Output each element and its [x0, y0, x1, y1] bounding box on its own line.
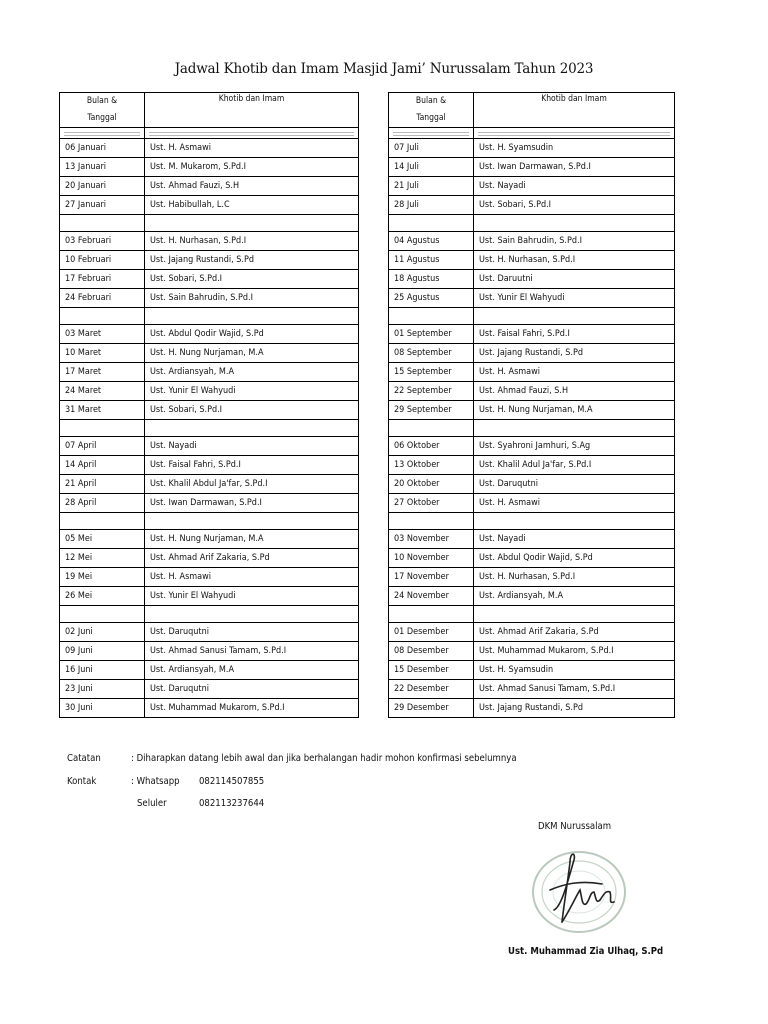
date-cell: 17 November	[389, 568, 474, 587]
khotib-cell: Ust. Muhammad Mukarom, S.Pd.I	[145, 699, 359, 718]
khotib-cell: Ust. Jajang Rustandi, S.Pd	[474, 699, 675, 718]
schedule-row	[389, 475, 675, 494]
khotib-cell: Ust. H. Nurhasan, S.Pd.I	[145, 232, 359, 251]
month-separator-row	[389, 606, 675, 623]
khotib-cell: Ust. Nayadi	[474, 177, 675, 196]
schedule-table-july-december	[388, 92, 675, 718]
khotib-cell: Ust. Sobari, S.Pd.I	[145, 401, 359, 420]
khotib-cell: Ust. Sain Bahrudin, S.Pd.I	[145, 289, 359, 308]
schedule-row	[60, 661, 359, 680]
empty-cell	[145, 513, 359, 530]
khotib-cell: Ust. Faisal Fahri, S.Pd.I	[474, 325, 675, 344]
date-cell: 27 Oktober	[389, 494, 474, 513]
date-cell: 22 Desember	[389, 680, 474, 699]
khotib-cell: Ust. M. Mukarom, S.Pd.I	[145, 158, 359, 177]
date-cell: 20 Januari	[60, 177, 145, 196]
schedule-row	[389, 289, 675, 308]
schedule-row	[389, 363, 675, 382]
empty-cell	[474, 606, 675, 623]
khotib-cell: Ust. H. Nung Nurjaman, M.A	[145, 344, 359, 363]
date-cell: 12 Mei	[60, 549, 145, 568]
khotib-cell: Ust. H. Nung Nurjaman, M.A	[474, 401, 675, 420]
khotib-cell: Ust. Sain Bahrudin, S.Pd.I	[474, 232, 675, 251]
khotib-cell: Ust. H. Asmawi	[145, 139, 359, 158]
whatsapp-label: : Whatsapp	[131, 776, 180, 787]
schedule-row	[389, 699, 675, 718]
khotib-cell: Ust. Yunir El Wahyudi	[145, 382, 359, 401]
date-cell: 06 Januari	[60, 139, 145, 158]
date-cell: 01 September	[389, 325, 474, 344]
khotib-cell: Ust. H. Asmawi	[474, 363, 675, 382]
divider-cell	[474, 128, 675, 139]
schedule-row	[389, 344, 675, 363]
khotib-cell: Ust. H. Syamsudin	[474, 139, 675, 158]
schedule-row	[60, 325, 359, 344]
date-cell: 27 Januari	[60, 196, 145, 215]
khotib-cell: Ust. Khalil Abdul Ja'far, S.Pd.I	[145, 475, 359, 494]
khotib-cell: Ust. Ahmad Sanusi Tamam, S.Pd.I	[474, 680, 675, 699]
date-cell: 20 Oktober	[389, 475, 474, 494]
date-cell: 24 Maret	[60, 382, 145, 401]
schedule-row	[60, 680, 359, 699]
month-separator-row	[389, 215, 675, 232]
schedule-row	[389, 568, 675, 587]
date-cell: 03 Maret	[60, 325, 145, 344]
empty-cell	[60, 215, 145, 232]
seluler-label: Seluler	[137, 798, 167, 809]
schedule-row	[60, 270, 359, 289]
empty-cell	[145, 308, 359, 325]
schedule-row	[60, 382, 359, 401]
khotib-cell: Ust. Ardiansyah, M.A	[145, 661, 359, 680]
table-header-row	[389, 93, 675, 128]
date-cell: 03 November	[389, 530, 474, 549]
schedule-row	[389, 401, 675, 420]
empty-cell	[389, 215, 474, 232]
schedule-row	[389, 530, 675, 549]
empty-cell	[474, 308, 675, 325]
page-title: Jadwal Khotib dan Imam Masjid Jami’ Nurussalam Tahun 2023	[174, 61, 594, 77]
schedule-row	[60, 587, 359, 606]
khotib-cell: Ust. Daruqutni	[145, 623, 359, 642]
schedule-row	[60, 344, 359, 363]
schedule-row	[389, 549, 675, 568]
date-cell: 23 Juni	[60, 680, 145, 699]
date-cell: 14 Juli	[389, 158, 474, 177]
empty-cell	[145, 215, 359, 232]
date-cell: 13 Januari	[60, 158, 145, 177]
whatsapp-number: 082114507855	[199, 776, 265, 787]
header-divider-row	[389, 128, 675, 139]
schedule-table-january-june	[59, 92, 359, 718]
date-cell: 07 April	[60, 437, 145, 456]
header-date-cell	[60, 93, 145, 128]
khotib-cell: Ust. Jajang Rustandi, S.Pd	[474, 344, 675, 363]
schedule-row	[389, 177, 675, 196]
schedule-row	[60, 177, 359, 196]
khotib-cell: Ust. Ahmad Arif Zakaria, S.Pd	[145, 549, 359, 568]
header-divider-row	[60, 128, 359, 139]
schedule-row	[60, 139, 359, 158]
date-cell: 29 Desember	[389, 699, 474, 718]
khotib-cell: Ust. Sobari, S.Pd.I	[474, 196, 675, 215]
empty-cell	[60, 308, 145, 325]
khotib-cell: Ust. Abdul Qodir Wajid, S.Pd	[474, 549, 675, 568]
schedule-row	[389, 251, 675, 270]
date-cell: 24 Februari	[60, 289, 145, 308]
signatory-name: Ust. Muhammad Zia Ulhaq, S.Pd	[508, 946, 664, 957]
khotib-cell: Ust. Iwan Darmawan, S.Pd.I	[145, 494, 359, 513]
date-cell: 06 Oktober	[389, 437, 474, 456]
khotib-cell: Ust. H. Nung Nurjaman, M.A	[145, 530, 359, 549]
double-rule-divider	[393, 132, 469, 136]
empty-cell	[145, 420, 359, 437]
khotib-cell: Ust. Iwan Darmawan, S.Pd.I	[474, 158, 675, 177]
khotib-cell: Ust. Ardiansyah, M.A	[474, 587, 675, 606]
notes-label: Catatan	[67, 753, 101, 764]
schedule-row	[389, 661, 675, 680]
schedule-row	[389, 587, 675, 606]
khotib-cell: Ust. Nayadi	[145, 437, 359, 456]
schedule-row	[60, 251, 359, 270]
header-date-line1: Bulan &	[415, 96, 447, 106]
khotib-cell: Ust. Ahmad Arif Zakaria, S.Pd	[474, 623, 675, 642]
khotib-cell: Ust. Daruqutni	[145, 680, 359, 699]
schedule-row	[60, 437, 359, 456]
khotib-cell: Ust. Yunir El Wahyudi	[474, 289, 675, 308]
schedule-row	[389, 623, 675, 642]
khotib-cell: Ust. Daruqutni	[474, 475, 675, 494]
khotib-cell: Ust. Syahroni Jamhuri, S.Ag	[474, 437, 675, 456]
schedule-row	[389, 325, 675, 344]
date-cell: 25 Agustus	[389, 289, 474, 308]
date-cell: 01 Desember	[389, 623, 474, 642]
date-cell: 21 April	[60, 475, 145, 494]
khotib-cell: Ust. Habibullah, L.C	[145, 196, 359, 215]
date-cell: 09 Juni	[60, 642, 145, 661]
date-cell: 28 Juli	[389, 196, 474, 215]
empty-cell	[60, 420, 145, 437]
seluler-number: 082113237644	[199, 798, 265, 809]
date-cell: 22 September	[389, 382, 474, 401]
divider-cell	[145, 128, 359, 139]
schedule-row	[389, 382, 675, 401]
empty-cell	[389, 308, 474, 325]
khotib-cell: Ust. Sobari, S.Pd.I	[145, 270, 359, 289]
date-cell: 16 Juni	[60, 661, 145, 680]
header-date-line2: Tanggal	[87, 113, 117, 123]
date-cell: 08 September	[389, 344, 474, 363]
date-cell: 21 Juli	[389, 177, 474, 196]
khotib-cell: Ust. Ardiansyah, M.A	[145, 363, 359, 382]
date-cell: 02 Juni	[60, 623, 145, 642]
schedule-row	[60, 158, 359, 177]
date-cell: 04 Agustus	[389, 232, 474, 251]
date-cell: 28 April	[60, 494, 145, 513]
date-cell: 10 Maret	[60, 344, 145, 363]
date-cell: 03 Februari	[60, 232, 145, 251]
signature-organization: DKM Nurussalam	[538, 821, 612, 832]
khotib-cell: Ust. Daruutni	[474, 270, 675, 289]
contact-label: Kontak	[67, 776, 97, 787]
date-cell: 15 September	[389, 363, 474, 382]
double-rule-divider	[149, 132, 354, 136]
date-cell: 08 Desember	[389, 642, 474, 661]
khotib-cell: Ust. Faisal Fahri, S.Pd.I	[145, 456, 359, 475]
divider-cell	[60, 128, 145, 139]
empty-cell	[389, 606, 474, 623]
khotib-cell: Ust. Jajang Rustandi, S.Pd	[145, 251, 359, 270]
empty-cell	[60, 606, 145, 623]
khotib-cell: Ust. Yunir El Wahyudi	[145, 587, 359, 606]
header-khotib-cell: Khotib dan Imam	[474, 93, 675, 128]
schedule-row	[389, 456, 675, 475]
schedule-row	[60, 642, 359, 661]
date-cell: 31 Maret	[60, 401, 145, 420]
date-cell: 18 Agustus	[389, 270, 474, 289]
khotib-cell: Ust. Ahmad Fauzi, S.H	[145, 177, 359, 196]
khotib-cell: Ust. Muhammad Mukarom, S.Pd.I	[474, 642, 675, 661]
date-cell: 10 November	[389, 549, 474, 568]
double-rule-divider	[64, 132, 140, 136]
schedule-row	[60, 699, 359, 718]
khotib-cell: Ust. H. Nurhasan, S.Pd.I	[474, 251, 675, 270]
empty-cell	[474, 215, 675, 232]
month-separator-row	[60, 513, 359, 530]
date-cell: 14 April	[60, 456, 145, 475]
schedule-row	[60, 549, 359, 568]
month-separator-row	[389, 420, 675, 437]
schedule-row	[60, 196, 359, 215]
month-separator-row	[389, 513, 675, 530]
notes-text: : Diharapkan datang lebih awal dan jika berhalangan hadir mohon konfirmasi sebelumnya	[131, 753, 517, 764]
date-cell: 07 Juli	[389, 139, 474, 158]
date-cell: 19 Mei	[60, 568, 145, 587]
schedule-row	[389, 680, 675, 699]
signature-stamp-icon	[524, 840, 634, 940]
khotib-cell: Ust. H. Asmawi	[145, 568, 359, 587]
schedule-row	[60, 363, 359, 382]
khotib-cell: Ust. H. Nurhasan, S.Pd.I	[474, 568, 675, 587]
date-cell: 29 September	[389, 401, 474, 420]
schedule-row	[60, 494, 359, 513]
schedule-row	[60, 568, 359, 587]
header-date-cell	[389, 93, 474, 128]
date-cell: 30 Juni	[60, 699, 145, 718]
empty-cell	[389, 513, 474, 530]
schedule-row	[60, 232, 359, 251]
khotib-cell: Ust. H. Syamsudin	[474, 661, 675, 680]
header-date-line1: Bulan &	[86, 96, 118, 106]
schedule-row	[389, 270, 675, 289]
schedule-row	[389, 139, 675, 158]
date-cell: 10 Februari	[60, 251, 145, 270]
empty-cell	[389, 420, 474, 437]
divider-cell	[389, 128, 474, 139]
schedule-row	[389, 494, 675, 513]
schedule-row	[60, 456, 359, 475]
khotib-cell: Ust. Khalil Adul Ja'far, S.Pd.I	[474, 456, 675, 475]
empty-cell	[145, 606, 359, 623]
date-cell: 11 Agustus	[389, 251, 474, 270]
khotib-cell: Ust. Nayadi	[474, 530, 675, 549]
header-khotib-cell: Khotib dan Imam	[145, 93, 359, 128]
month-separator-row	[389, 308, 675, 325]
schedule-row	[389, 232, 675, 251]
schedule-row	[60, 530, 359, 549]
khotib-cell: Ust. H. Asmawi	[474, 494, 675, 513]
month-separator-row	[60, 420, 359, 437]
schedule-row	[60, 401, 359, 420]
schedule-row	[389, 196, 675, 215]
date-cell: 24 November	[389, 587, 474, 606]
khotib-cell: Ust. Abdul Qodir Wajid, S.Pd	[145, 325, 359, 344]
date-cell: 17 Maret	[60, 363, 145, 382]
khotib-cell: Ust. Ahmad Sanusi Tamam, S.Pd.I	[145, 642, 359, 661]
schedule-row	[389, 642, 675, 661]
date-cell: 26 Mei	[60, 587, 145, 606]
date-cell: 13 Oktober	[389, 456, 474, 475]
date-cell: 05 Mei	[60, 530, 145, 549]
schedule-row	[60, 475, 359, 494]
month-separator-row	[60, 606, 359, 623]
date-cell: 15 Desember	[389, 661, 474, 680]
schedule-row	[60, 623, 359, 642]
empty-cell	[474, 420, 675, 437]
schedule-row	[389, 158, 675, 177]
month-separator-row	[60, 215, 359, 232]
double-rule-divider	[478, 132, 670, 136]
table-header-row	[60, 93, 359, 128]
khotib-cell: Ust. Ahmad Fauzi, S.H	[474, 382, 675, 401]
date-cell: 17 Februari	[60, 270, 145, 289]
schedule-row	[389, 437, 675, 456]
header-date-line2: Tanggal	[416, 113, 446, 123]
schedule-row	[60, 289, 359, 308]
empty-cell	[474, 513, 675, 530]
month-separator-row	[60, 308, 359, 325]
empty-cell	[60, 513, 145, 530]
